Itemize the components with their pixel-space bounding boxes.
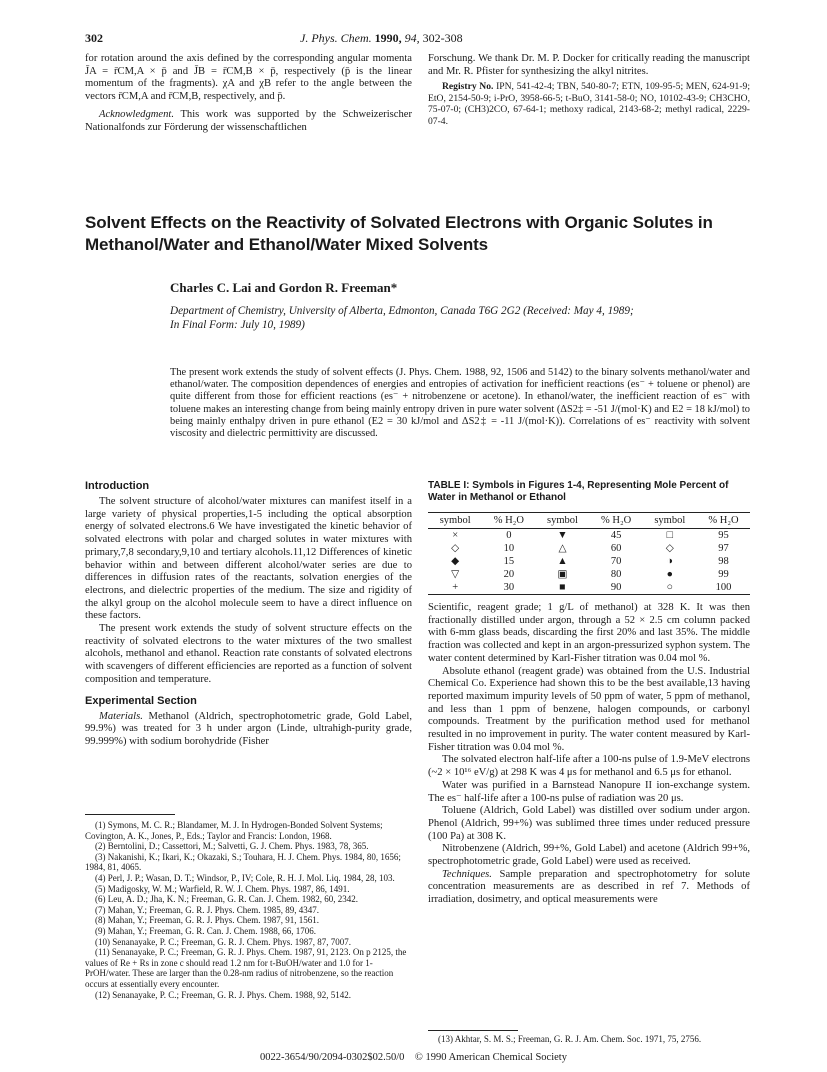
article-title: Solvent Effects on the Reactivity of Solvated Electrons with Organic Solutes in Methanol/Water and Ethanol/Water Mixed Solvents [85, 213, 713, 254]
nitrobenzene-paragraph: Nitrobenzene (Aldrich, 99+%, Gold Label) and acetone (Aldrich 99+%, spectrophotometric grade, Gold Label) were used as received. [428, 843, 750, 868]
materials-paragraph-continued: Scientific, reagent grade; 1 g/L of methanol) at 328 K. It was then fractionally distilled under argon, through a 52 × 2.5 cm column packed with 6-mm glass beads, discarding the first 20% and last 35%. The middle fraction was collected and kept in an argon-pressurized syphon system. The water content determined by Karl-Fisher titration was 0.04 mol %. [428, 602, 750, 664]
prev-article-left [85, 53, 412, 134]
footer-copyright: © 1990 American Chemical Society [414, 1052, 567, 1063]
table-row [428, 568, 750, 581]
introduction-heading: Introduction [85, 480, 150, 492]
table-cell: ◆ [451, 555, 460, 567]
experimental-heading: Experimental Section [85, 694, 197, 707]
registry-text: IPN, 541-42-4; TBN, 540-80-7; ETN, 109-95-5; MEN, 624-91-9; EtO, 2154-50-9; i-PrO, 3958-66-5; t-BuO, 3141-58-0; NO, 10102-43-9; CH3CHO, 75-07-0; (CH3)2CO, 67-64-1; methoxy radical, 2143-68-2; methyl radical, 2229-07-4. [428, 81, 750, 127]
footnote: (1) Symons, M. C. R.; Blandamer, M. J. In Hydrogen-Bonded Solvent Systems; Covington, A. K., Jones, P., Eds.; Taylor and Francis: London, 1968. [85, 820, 383, 841]
page-footer [0, 1052, 827, 1063]
table-row [428, 542, 750, 555]
table-cell: 90 [590, 581, 643, 595]
acknowledgment-text: This work was supported by the Schweizerischer Nationalfonds zur Förderung der wissenschaftlichen [85, 108, 412, 133]
table-cell: × [452, 529, 459, 541]
affiliation [170, 305, 760, 332]
journal-citation [300, 31, 463, 46]
table-cell: ◇ [451, 542, 460, 554]
water-paragraph: Water was purified in a Barnstead Nanopure II ion-exchange system. The es⁻ half-life after a 100-ns pulse of radiation was 20 μs. [428, 779, 750, 804]
table-cell: 70 [610, 555, 622, 567]
table-cell: □ [666, 529, 673, 541]
table-cell: ▽ [451, 568, 460, 580]
table-cell: 98 [718, 555, 729, 567]
footnote: (10) Senanayake, P. C.; Freeman, G. R. J. Chem. Phys. 1987, 87, 7007. [95, 936, 351, 947]
footer-code: 0022-3654/90/2094-0302$02.50/0 [260, 1052, 405, 1063]
table-cell: ◇ [665, 542, 674, 554]
table-cell: ■ [535, 581, 589, 595]
table-cell: ▲ [557, 555, 568, 567]
table-cell: ◑ [666, 555, 673, 567]
left-column [85, 480, 412, 749]
table-cell: 100 [697, 581, 750, 595]
authors: Charles C. Lai and Gordon R. Freeman* [170, 280, 398, 295]
ethanol-paragraph: Absolute ethanol (reagent grade) was obtained from the U.S. Industrial Chemical Co. Experience had shown this to be the best available,13 having reported maximum impurity levels of 50 ppm of water, 5 ppm of methanol, and less than 1 ppm of benzene, halogen compounds, or carbonyl compounds. Treatment by the purification method used for methanol resulted in no improvement in purity. The water content measured by Karl-Fisher titration was 0.04 mol %. [428, 665, 750, 753]
footnote-13: (13) Akhtar, S. M. S.; Freeman, G. R. J. Am. Chem. Soc. 1971, 75, 2756. [438, 1034, 702, 1044]
techniques-text: Sample preparation and spectrophotometry for solute concentration measurements are as described in ref 7. Methods of irradiation, dosimetry, and optical measurements were [428, 868, 750, 906]
table-cell: 60 [610, 542, 622, 554]
footnote: (6) Leu, A. D.; Jha, K. N.; Freeman, G. R. Can. J. Chem. 1982, 60, 2342. [95, 894, 358, 905]
footnote: (5) Madigosky, W. M.; Warfield, R. W. J. Chem. Phys. 1987, 86, 1491. [95, 883, 350, 894]
table-cell: 20 [503, 568, 515, 580]
journal-pages: 302-308 [422, 31, 463, 45]
footnotes [85, 820, 412, 1000]
table-row [428, 555, 750, 568]
table-cell: △ [558, 542, 567, 554]
footnote: (3) Nakanishi, K.; Ikari, K.; Okazaki, S.; Touhara, H. J. Chem. Phys. 1984, 80, 1656; 1984, 81, 4065. [85, 851, 401, 873]
registry-label: Registry No. [442, 81, 494, 93]
table-header: symbol [535, 513, 589, 529]
prev-article-paragraph-right: Forschung. We thank Dr. M. P. Docker for critically reading the manuscript and Mr. R. Pfister for synthesizing the alkyl nitrites. [428, 53, 750, 77]
techniques-label: Techniques. [442, 868, 492, 880]
table-caption-text: Symbols in Figures 1-4, Representing Mole Percent of Water in Methanol or Ethanol [428, 480, 729, 503]
footnote: (4) Perl, J. P.; Wasan, D. T.; Windsor, P., IV; Cole, R. H. J. Mol. Liq. 1984, 28, 103. [95, 872, 395, 883]
table-cell: 15 [503, 555, 515, 567]
table-cell: 45 [610, 529, 622, 541]
footnote-separator [85, 814, 175, 815]
table-header: % H₂O [482, 513, 535, 529]
table-header: % H₂O [697, 513, 750, 529]
table-cell: 30 [482, 581, 535, 595]
registry-numbers [428, 81, 750, 127]
acknowledgment-label: Acknowledgment. [99, 108, 175, 120]
prev-article-paragraph: for rotation around the axis defined by the corresponding angular momenta J̄A = r̄CM,A × p̄ and J̄B = r̄CM,B × p̄, respectively (p̄ is the linear momentum of the fragments). χA and χB refer to the angle between the vectors r̄CM,A and r̄CM,B, respectively, and p̄. [85, 53, 412, 103]
table-header: % H₂O [590, 513, 643, 529]
table-cell: 95 [718, 529, 729, 541]
journal-volume: 94, [404, 31, 420, 45]
table-caption [428, 480, 750, 504]
table-cell: + [428, 581, 482, 595]
table-cell: 99 [718, 568, 729, 580]
table-cell: ● [666, 568, 673, 580]
materials-text: Methanol (Aldrich, spectrophotometric grade, Gold Label, 99.9%) was treated for 3 h under argon (Linde, ultrahigh-purity grade, 99.999%) with sodium borohydride (Fisher [85, 710, 412, 747]
affiliation-line-1: Department of Chemistry, University of Alberta, Edmonton, Canada T6G 2G2 (Received: May 4, 1989; [170, 305, 634, 317]
footnote: (7) Mahan, Y.; Freeman, G. R. J. Phys. Chem. 1985, 89, 4347. [95, 904, 319, 915]
introduction-paragraph-1: The solvent structure of alcohol/water mixtures can manifest itself in a large variety of physical properties,1-5 including the optical absorption energy of solvated electrons.6 We have investigated the kinetic behavior of solvated electrons with polar and charged solutes in water mixtures with primary,7,8 secondary,9,10 and tertiary alcohols.11,12 Differences of kinetic behavior within and between different alcohol/water series are due to differences in diffusion rates of the reactants, solvation energies of the electrons, and dielectric properties of the medium. The size and rigidity of the alkyl group on the alcohol molecule seem to have a direct influence on these factors. [85, 496, 412, 622]
toluene-paragraph: Toluene (Aldrich, Gold Label) was distilled over sodium under argon. Phenol (Aldrich, 99+%) was sublimed three times under reduced pressure (100 Pa) at 308 K. [428, 805, 750, 842]
footnote: (12) Senanayake, P. C.; Freeman, G. R. J. Phys. Chem. 1988, 92, 5142. [95, 989, 351, 1000]
introduction-paragraph-2: The present work extends the study of solvent structure effects on the reactivity of solvated electrons to the water mixtures of the two smallest alcohols, methanol and ethanol. Reaction rate constants of solvated electrons with scavengers of different efficiencies are reported as a function of solvent composition and temperature. [85, 623, 412, 685]
materials-label: Materials. [99, 710, 143, 722]
acknowledgment-paragraph [85, 109, 412, 134]
table-cell: ○ [643, 581, 697, 595]
table-cell: ▣ [557, 568, 568, 580]
abstract: The present work extends the study of solvent effects (J. Phys. Chem. 1988, 92, 1506 and 5142) to the binary solvents methanol/water and ethanol/water. The composition dependences of energies and entropies of activation for inefficient reactions (es⁻ + toluene or phenol) are quite different from those for efficient reactions (es⁻ + nitrobenzene or acetone). In ethanol/water, the inefficient reaction of es⁻ with toluene makes an interesting change from being mainly entropy driven in pure water solvent (ΔS2‡ = -51 J/(mol·K) and E2 = 18 kJ/mol) to being mainly enthalpy driven in pure ethanol (E2 = 30 kJ/mol and ΔS2‡ = -11 J/(mol·K)). Correlations of es⁻ reactivity with solvent viscosity and dielectric permittivity are discussed. [170, 367, 750, 440]
table-cell: 10 [503, 542, 515, 554]
table-cell: 80 [610, 568, 622, 580]
techniques-paragraph [428, 869, 750, 907]
table-row [428, 581, 750, 595]
prev-article-right [428, 53, 750, 127]
table-cell: 97 [718, 542, 729, 554]
page-number: 302 [85, 31, 103, 45]
footnote: (8) Mahan, Y.; Freeman, G. R. J. Phys. Chem. 1987, 91, 1561. [95, 915, 319, 926]
table-1 [428, 480, 750, 595]
footnote-separator-right [428, 1030, 518, 1031]
materials-paragraph [85, 711, 412, 749]
affiliation-line-2: In Final Form: July 10, 1989) [170, 318, 305, 331]
table-header: symbol [428, 513, 482, 529]
right-column [428, 602, 750, 907]
table-caption-label: TABLE I: [428, 480, 470, 491]
table-header-row [428, 513, 750, 529]
table-header: symbol [643, 513, 697, 529]
footnote: (11) Senanayake, P. C.; Freeman, G. R. J. Phys. Chem. 1987, 91, 2123. On p 2125, the values of Re + Rs in zone c should read 1.2 nm for t-BuOH/water and 1.0 for 1-PrOH/water. These are larger than the 0.28-nm radius of nitrobenzene, so the reaction occurs at essentially every encounter. [85, 947, 407, 989]
journal-name: J. Phys. Chem. [300, 31, 372, 45]
table-cell: ▼ [557, 529, 568, 541]
half-life-paragraph: The solvated electron half-life after a 100-ns pulse of 1.9-MeV electrons (~2 × 10¹⁶ eV/g) at 298 K was 4 μs for methanol and 6.5 μs for ethanol. [428, 754, 750, 779]
journal-year: 1990, [374, 31, 402, 45]
footnote: (2) Berntolini, D.; Cassettori, M.; Salvetti, G. J. Chem. Phys. 1983, 78, 365. [95, 841, 369, 852]
footnote: (9) Mahan, Y.; Freeman, G. R. Can. J. Chem. 1988, 66, 1706. [95, 925, 316, 936]
table-row [428, 529, 750, 543]
symbol-table [428, 512, 750, 595]
table-cell: 0 [506, 529, 512, 541]
